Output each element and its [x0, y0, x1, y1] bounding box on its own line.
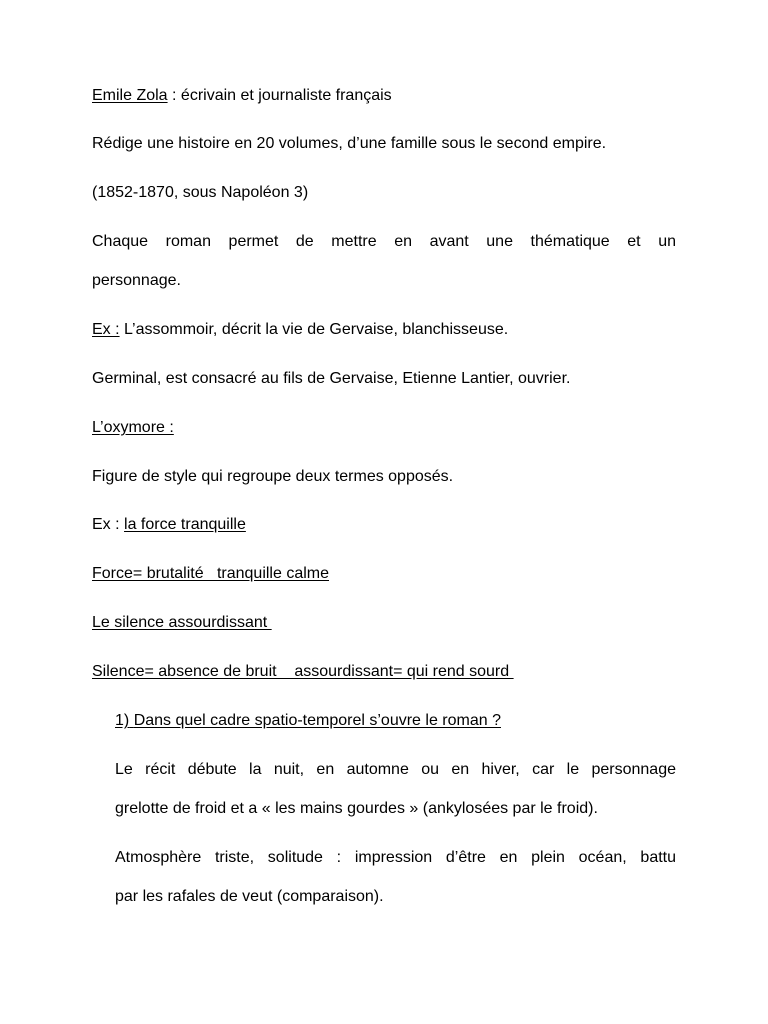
oxymore-example	[92, 515, 246, 535]
example-assommoir	[92, 320, 508, 340]
silence-example: Le silence assourdissant	[92, 614, 272, 631]
work-description: Rédige une histoire en 20 volumes, d’une famille sous le second empire.	[92, 135, 607, 152]
oxymore-example-label: Ex :	[92, 516, 125, 533]
oxymore-definition: Figure de style qui regroupe deux termes opposés.	[92, 468, 454, 485]
germinal-line: Germinal, est consacré au fils de Gervaise, Etienne Lantier, ouvrier.	[92, 370, 571, 387]
silence-definition: Silence= absence de bruit assourdissant= qui rend sourd	[92, 663, 514, 680]
question-1	[115, 711, 501, 731]
oxymore-heading: L’oxymore :	[92, 419, 174, 436]
period-line: (1852-1870, sous Napoléon 3)	[92, 184, 309, 201]
oxymore-example-text: la force tranquille	[124, 516, 246, 533]
author-name: Emile Zola	[92, 87, 168, 104]
example-assommoir-text: L’assommoir, décrit la vie de Gervaise, blanchisseuse.	[119, 321, 509, 338]
intro-line	[92, 86, 392, 106]
answer-2-line-2: par les rafales de veut (comparaison).	[115, 888, 384, 905]
answer-1-line-1: Le récit débute la nuit, en automne ou en hiver, car le personnage	[115, 761, 676, 778]
author-description: : écrivain et journaliste français	[167, 87, 392, 104]
force-definition: Force= brutalité tranquille calme	[92, 565, 329, 582]
novel-theme-line-1: Chaque roman permet de mettre en avant une thématique et un	[92, 233, 676, 250]
example-label: Ex :	[92, 321, 120, 338]
question-1-text: Dans quel cadre spatio-temporel s’ouvre le roman ?	[133, 712, 501, 729]
novel-theme-line-2: personnage.	[92, 272, 181, 289]
answer-1-line-2: grelotte de froid et a « les mains gourdes » (ankylosées par le froid).	[115, 800, 598, 817]
question-1-number: 1)	[115, 712, 130, 729]
answer-2-line-1: Atmosphère triste, solitude : impression d’être en plein océan, battu	[115, 849, 676, 866]
